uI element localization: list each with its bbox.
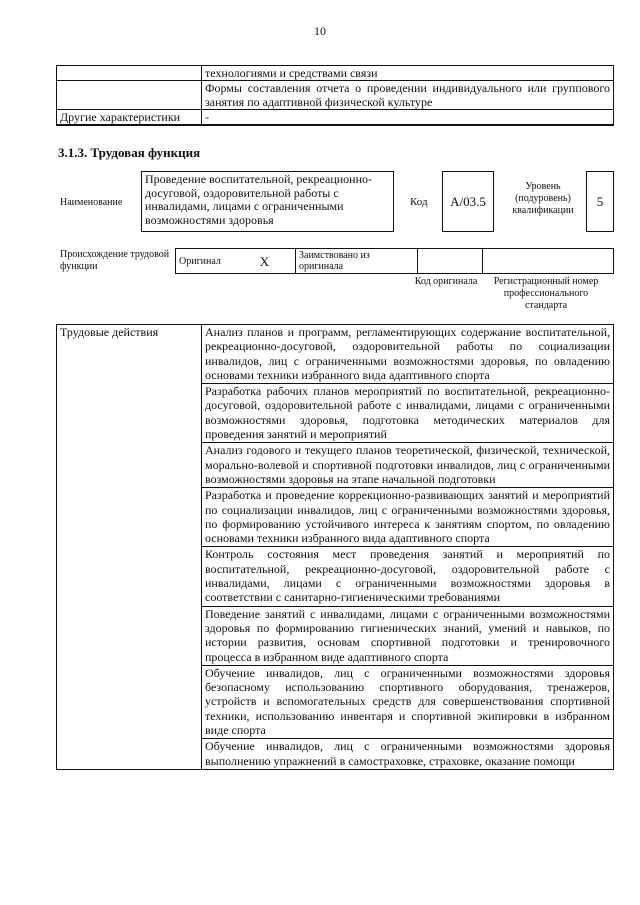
table-row [176, 249, 614, 274]
labor-action-item: Разработка рабочих планов мероприятий по воспитательной, рекреационно-досуговой, оздоровительной работе с инвалидами, лицами с ограниченными возможностями здоровья, подготовка методических материалов для проведения занятий и мероприятий [202, 384, 614, 443]
original-label: Оригинал [176, 249, 235, 274]
continuation-table [56, 65, 614, 126]
page-number: 10 [314, 24, 326, 38]
code-label: Код [410, 196, 428, 208]
labor-action-item: Обучение инвалидов, лиц с ограниченными возможностями здоровья выполнению упражнений в самостраховке, страховке, оказание помощи [202, 739, 614, 770]
origin-label: Происхождение трудовой функции [60, 249, 170, 272]
labor-actions-head: Трудовые действия [57, 325, 202, 770]
original-mark: Х [234, 249, 296, 274]
reg-number-cell [483, 249, 614, 274]
code-original-cell [418, 249, 483, 274]
labor-action-item: Поведение занятий с инвалидами, лицами с ограниченными возможностями здоровья по формированию гигиенических знаний, умений и навыков, по истории развития, основам спортивной подготовки и тренировочного процесса в избранном виде адаптивного спорта [202, 606, 614, 665]
table-cell [57, 66, 202, 81]
table-row [57, 66, 614, 81]
table-row [57, 81, 614, 110]
table-row [57, 325, 614, 384]
qualification-level: 5 [586, 171, 614, 232]
labor-action-item: Разработка и проведение коррекционно-развивающих занятий и мероприятий по социализации инвалидов, лиц с ограниченными возможностями здоровья, по формированию устойчивого интереса к занятиям спортом, по овладению основами техники избранного вида адаптивного спорта [202, 488, 614, 547]
section-title: 3.1.3. Трудовая функция [58, 145, 201, 160]
code-original-label: Код оригинала [414, 276, 478, 287]
other-characteristics-label: Другие характеристики [57, 110, 202, 126]
labor-action-item: Анализ годового и текущего планов теоретической, физической, технической, морально-волевой и спортивной подготовки инвалидов, лиц с ограниченными возможностями здоровья на этапе начальной подготовки [202, 443, 614, 488]
function-code: А/03.5 [442, 171, 494, 232]
origin-table [175, 248, 614, 274]
borrowed-label: Заимствовано из оригинала [296, 249, 418, 274]
other-characteristics-value: - [202, 110, 614, 126]
labor-action-item: Контроль состояния мест проведения занятий и мероприятий по воспитательной, рекреационно-досуговой, оздоровительной работе с инвалидами, лицами с ограниченными возможностями здоровья в соответствии с санитарно-гигиеническими требованиями [202, 547, 614, 606]
table-row [57, 110, 614, 126]
function-name: Проведение воспитательной, рекреационно-досуговой, оздоровительной работы с инвалидами, лицами с ограниченными возможностями здоровья [141, 171, 394, 232]
labor-actions-table [56, 324, 614, 770]
table-cell: технологиями и средствами связи [202, 66, 614, 81]
table-cell [57, 81, 202, 110]
labor-action-item: Обучение инвалидов, лиц с ограниченными возможностями здоровья безопасному использованию спортивного оборудования, тренажеров, устройств и вспомогательных средств для совершенствования спортивной техники, использованию инвентаря и спортивной экипировки в избранном виде спорта [202, 665, 614, 738]
table-cell: Формы составления отчета о проведении индивидуального или группового занятия по адаптивной физической культуре [202, 81, 614, 110]
name-label: Наименование [60, 197, 123, 208]
reg-number-label: Регистрационный номер профессионального стандарта [493, 276, 599, 311]
level-label: Уровень (подуровень) квалификации [512, 181, 574, 216]
labor-action-item: Анализ планов и программ, регламентирующих содержание воспитательной, рекреационно-досуговой, оздоровительной работы по социализации инвалидов, лиц с ограниченными возможностями здоровья, по овладению основами техники избранного вида адаптивного спорта [202, 325, 614, 384]
